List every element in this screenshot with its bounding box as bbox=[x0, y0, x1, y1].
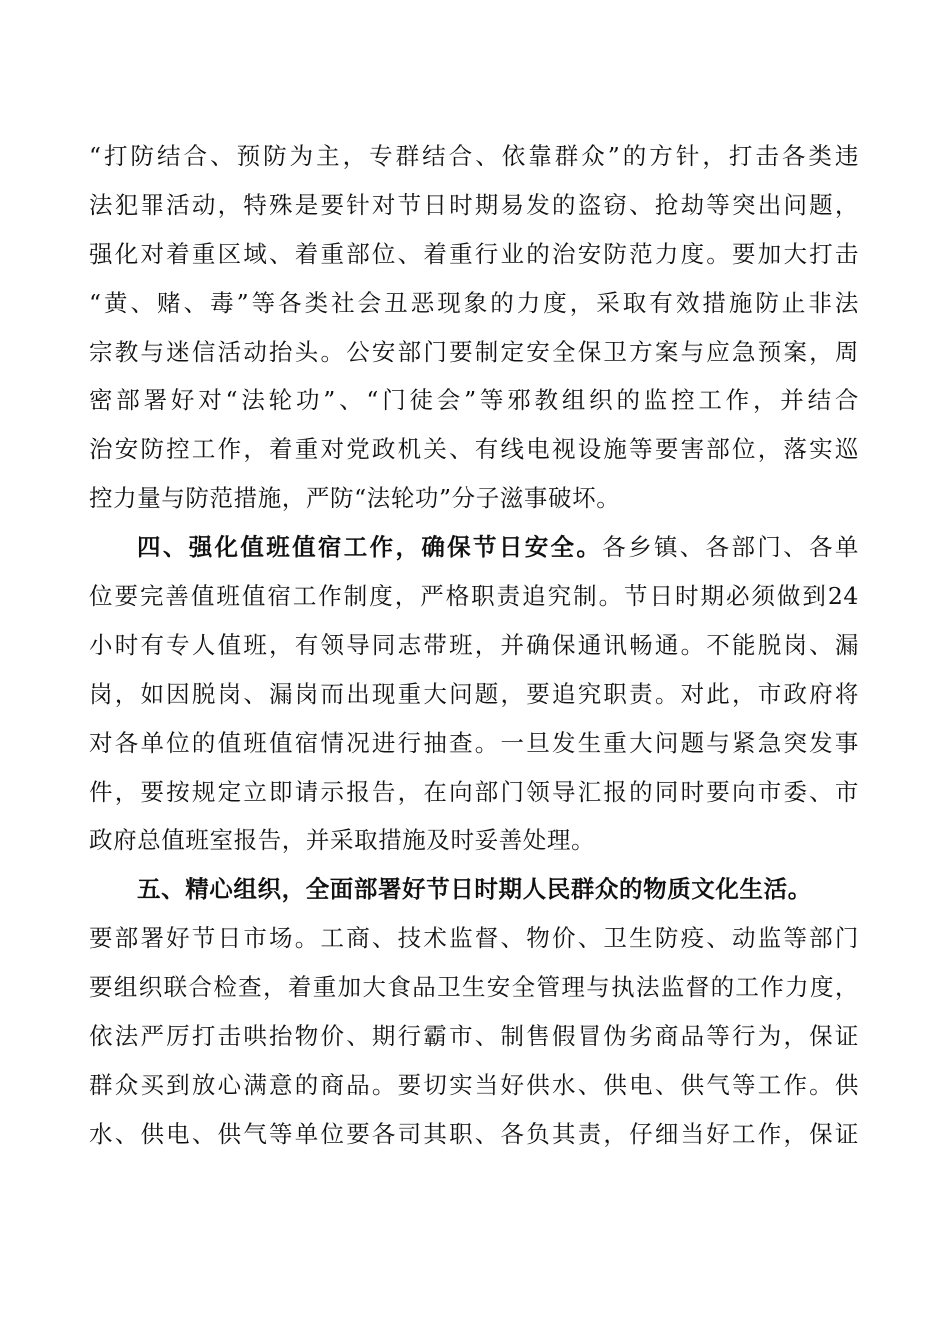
text-line: 治安防控工作，着重对党政机关、有线电视设施等要害部位，落实巡 bbox=[89, 435, 859, 464]
text-line: 宗教与迷信活动抬头。公安部门要制定安全保卫方案与应急预案，周 bbox=[89, 337, 859, 366]
paragraph-section-5 bbox=[89, 865, 859, 1158]
section-5-heading: 五、精心组织，全面部署好节日时期人民群众的物质文化生活。 bbox=[137, 875, 812, 904]
text-line: 对各单位的值班值宿情况进行抽查。一旦发生重大问题与紧急突发事 bbox=[89, 728, 859, 757]
text-line: 位要完善值班值宿工作制度，严格职责追究制。节日时期必须做到24 bbox=[89, 582, 859, 611]
section-4-first-line-text: 各乡镇、各部门、各单 bbox=[602, 533, 859, 562]
text-line: 依法严厉打击哄抬物价、期行霸市、制售假冒伪劣商品等行为，保证 bbox=[89, 1022, 859, 1051]
text-line: 强化对着重区域、着重部位、着重行业的治安防范力度。要加大打击 bbox=[89, 239, 859, 268]
document-body bbox=[89, 132, 859, 1159]
section-4-first-line bbox=[89, 523, 859, 572]
text-line: 岗，如因脱岗、漏岗而出现重大问题，要追究职责。对此，市政府将 bbox=[89, 679, 859, 708]
text-line: 小时有专人值班，有领导同志带班，并确保通讯畅通。不能脱岗、漏 bbox=[89, 630, 859, 659]
text-line: 件，要按规定立即请示报告，在向部门领导汇报的同时要向市委、市 bbox=[89, 777, 859, 806]
paragraph-continuation bbox=[89, 132, 859, 523]
text-line: 要部署好节日市场。工商、技术监督、物价、卫生防疫、动监等部门 bbox=[89, 924, 859, 953]
text-line: 要组织联合检查，着重加大食品卫生安全管理与执法监督的工作力度， bbox=[89, 973, 859, 1002]
text-line: 法犯罪活动，特殊是要针对节日时期易发的盗窃、抢劫等突出问题， bbox=[89, 190, 859, 219]
text-line: 控力量与防范措施，严防“法轮功”分子滋事破坏。 bbox=[89, 484, 621, 513]
text-line: 群众买到放心满意的商品。要切实当好供水、供电、供气等工作。供 bbox=[89, 1070, 859, 1099]
section-4-heading: 四、强化值班值宿工作，确保节日安全。 bbox=[137, 533, 603, 562]
paragraph-section-4 bbox=[89, 523, 859, 865]
text-line: “黄、赌、毒”等各类社会丑恶现象的力度，采取有效措施防止非法 bbox=[89, 288, 859, 317]
text-line: 密部署好对“法轮功”、“门徒会”等邪教组织的监控工作，并结合 bbox=[89, 386, 859, 415]
text-line: 政府总值班室报告，并采取措施及时妥善处理。 bbox=[89, 826, 596, 855]
text-line: 水、供电、供气等单位要各司其职、各负其责，仔细当好工作，保证 bbox=[89, 1119, 859, 1148]
text-line: “打防结合、预防为主，专群结合、依靠群众”的方针，打击各类违 bbox=[89, 142, 859, 170]
